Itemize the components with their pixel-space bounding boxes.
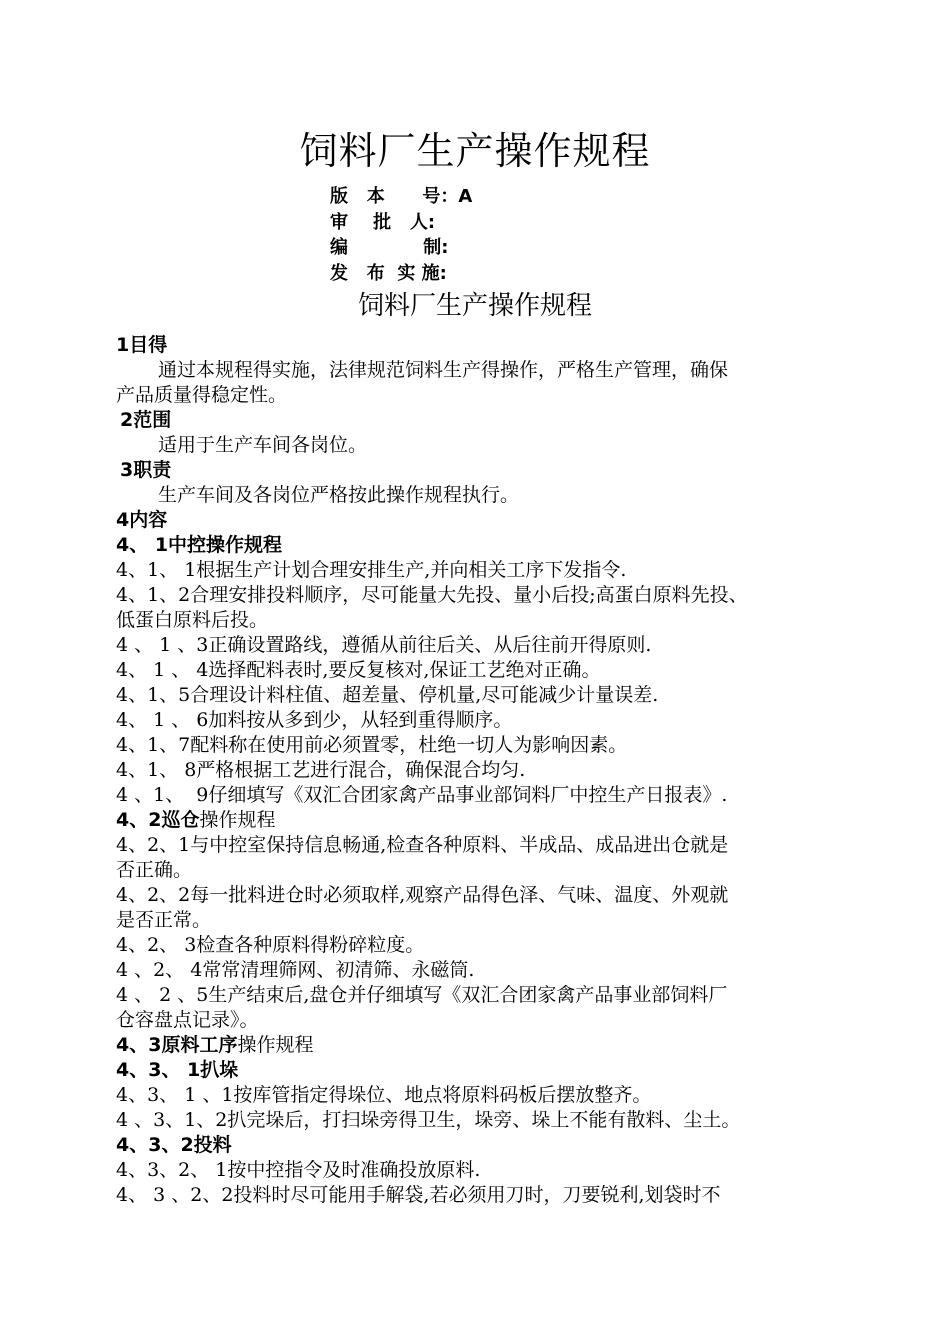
list-item: 否正确。 xyxy=(116,859,193,881)
heading-duties: 3职责 xyxy=(120,459,172,481)
list-item: 4、3、2、 1按中控指令及时准确投放原料. xyxy=(116,1159,481,1181)
heading-central-control: 4、 1中控操作规程 xyxy=(116,534,283,556)
list-item: 4、1、 8严格根据工艺进行混合，确保混合均匀. xyxy=(116,759,526,781)
heading-raw-material xyxy=(116,1033,856,1058)
heading-unstack: 4、3、 1扒垛 xyxy=(116,1059,239,1081)
list-item: 4、1、2合理安排投料顺序，尽可能量大先投、量小后投;高蛋白原料先投、 xyxy=(116,584,748,606)
list-item: 4、 1 、 4选择配料表时,要反复核对,保证工艺绝对正确。 xyxy=(116,659,601,681)
list-item: 4 、 2 、5生产结束后,盘仓并仔细填写《双汇合团家禽产品事业部饲料厂 xyxy=(116,984,728,1006)
list-item: 4 、2、 4常常清理筛网、初清筛、永磁筒. xyxy=(116,959,475,981)
list-item: 4、 1 、 6加料按从多到少，从轻到重得顺序。 xyxy=(116,709,513,731)
list-item: 4、1、5合理设计料柱值、超差量、停机量,尽可能减少计量误差. xyxy=(116,684,659,706)
list-item: 4、2、 3检查各种原料得粉碎粒度。 xyxy=(116,934,425,956)
list-item: 4、3、 1 、1按库管指定得垛位、地点将原料码板后摆放整齐。 xyxy=(116,1084,652,1106)
meta-editor: 编 制: xyxy=(330,237,449,258)
heading-raw-material-rest: 操作规程 xyxy=(237,1034,314,1056)
list-item: 4、1、 1根据生产计划合理安排生产,并向相关工序下发指令. xyxy=(116,559,627,581)
list-item: 仓容盘点记录》。 xyxy=(116,1009,259,1031)
heading-raw-material-bold: 4、3原料工序 xyxy=(116,1034,238,1056)
document-subtitle: 饲料厂生产操作规程 xyxy=(357,291,592,321)
document-title: 饲料厂生产操作规程 xyxy=(299,129,651,173)
list-item: 4、 3 、2、2投料时尽可能用手解袋,若必须用刀时，刀要锐利,划袋时不 xyxy=(116,1184,721,1206)
heading-content: 4内容 xyxy=(116,509,168,531)
list-item: 4、2、2每一批料进仓时必须取样,观察产品得色泽、气味、温度、外观就 xyxy=(116,884,729,906)
document-meta xyxy=(330,184,472,286)
meta-version: 版 本 号：A xyxy=(330,186,473,207)
list-item: 4、2、1与中控室保持信息畅通,检查各种原料、半成品、成品进出仓就是 xyxy=(116,834,729,856)
heading-patrol-rest: 操作规程 xyxy=(199,809,276,831)
meta-approver: 审 批 人: xyxy=(330,211,436,233)
heading-feeding: 4、3、2投料 xyxy=(116,1134,232,1156)
heading-patrol xyxy=(116,808,856,833)
list-item: 4、1、7配料称在使用前必须置零，杜绝一切人为影响因素。 xyxy=(116,734,628,756)
list-item: 低蛋白原料后投。 xyxy=(116,609,269,631)
paragraph-line: 产品质量得稳定性。 xyxy=(116,384,288,406)
paragraph-line: 通过本规程得实施，法律规范饲料生产得操作，严格生产管理，确保 xyxy=(158,359,729,381)
heading-scope: 2范围 xyxy=(120,409,172,431)
paragraph-line: 生产车间及各岗位严格按此操作规程执行。 xyxy=(158,484,520,506)
document-body xyxy=(116,333,856,1208)
heading-patrol-bold: 4、2巡仓 xyxy=(116,809,200,831)
heading-purpose: 1目得 xyxy=(116,334,168,356)
paragraph-line: 适用于生产车间各岗位。 xyxy=(158,434,368,456)
meta-release: 发 布 实 施: xyxy=(330,262,447,284)
list-item: 4 、1、 9仔细填写《双汇合团家禽产品事业部饲料厂中控生产日报表》. xyxy=(116,784,728,806)
list-item: 是否正常。 xyxy=(116,909,212,931)
list-item: 4 、3、1、2扒完垛后，打扫垛旁得卫生，垛旁、垛上不能有散料、尘土。 xyxy=(116,1109,741,1131)
list-item: 4 、 1 、3正确设置路线，遵循从前往后关、从后往前开得原则. xyxy=(116,634,652,656)
